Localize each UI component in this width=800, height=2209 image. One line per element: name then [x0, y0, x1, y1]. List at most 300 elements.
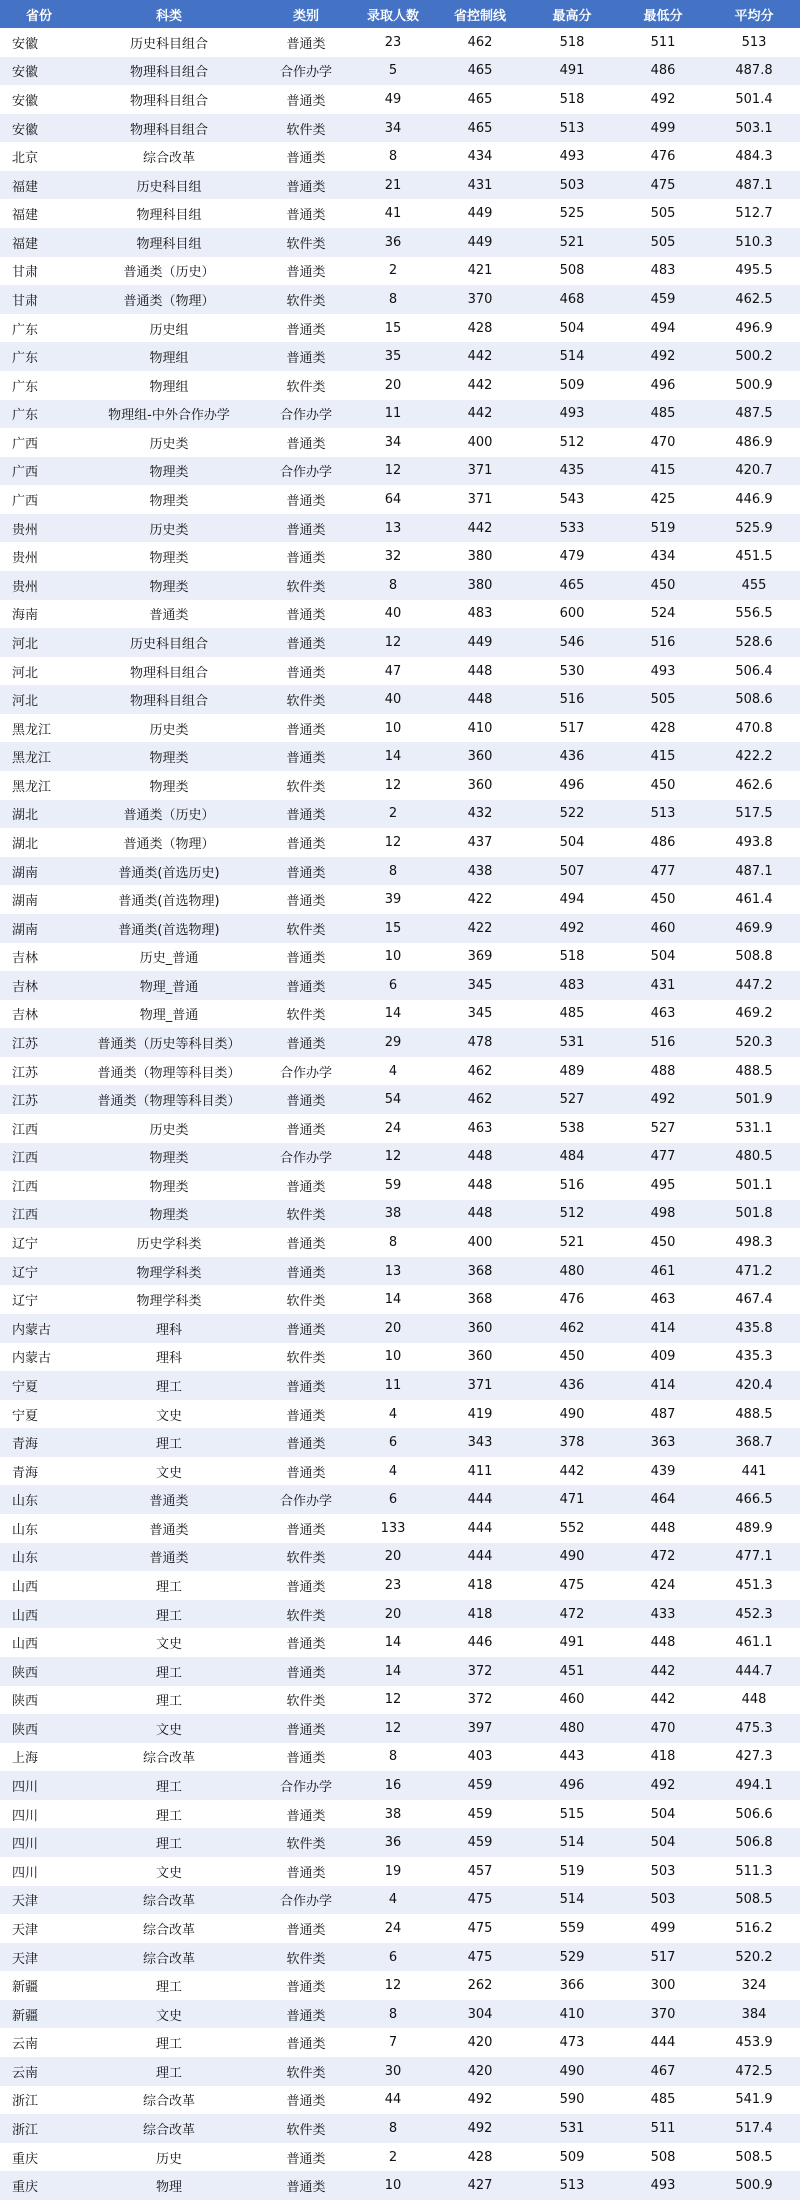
cell-admitted-count: 19: [384, 1863, 402, 1879]
cell-max-score: 480: [559, 1263, 585, 1279]
table-row: [0, 114, 800, 143]
cell-province: 江苏: [12, 1094, 39, 1110]
cell-admitted-count: 133: [380, 1520, 406, 1536]
cell-avg-score: 501.4: [735, 91, 773, 107]
cell-min-score: 517: [650, 1949, 676, 1965]
cell-control-line: 475: [467, 1949, 493, 1965]
cell-avg-score: 501.8: [735, 1206, 773, 1222]
cell-category: 普通类: [286, 865, 326, 881]
cell-control-line: 371: [467, 492, 493, 508]
cell-control-line: 343: [467, 1435, 493, 1451]
cell-province: 吉林: [12, 979, 39, 995]
cell-subject: 物理学科类: [136, 1294, 202, 1310]
cell-avg-score: 484.3: [735, 149, 773, 165]
cell-avg-score: 513: [741, 34, 767, 50]
cell-category: 合作办学: [279, 1780, 332, 1796]
cell-avg-score: 506.4: [735, 663, 773, 679]
cell-min-score: 495: [650, 1177, 676, 1193]
cell-control-line: 442: [467, 520, 493, 536]
cell-max-score: 512: [559, 434, 585, 450]
cell-min-score: 503: [650, 1892, 676, 1908]
cell-subject: 历史类: [149, 522, 189, 538]
cell-admitted-count: 8: [388, 2006, 398, 2022]
cell-avg-score: 444.7: [735, 1663, 773, 1679]
cell-category: 普通类: [286, 1808, 326, 1824]
cell-min-score: 459: [650, 291, 676, 307]
cell-min-score: 477: [650, 1149, 676, 1165]
cell-subject: 普通类(首选历史): [118, 865, 220, 881]
cell-province: 辽宁: [12, 1237, 39, 1253]
cell-min-score: 513: [650, 806, 676, 822]
cell-max-score: 410: [559, 2006, 585, 2022]
cell-admitted-count: 38: [384, 1206, 402, 1222]
cell-subject: 历史科目组合: [129, 636, 208, 652]
cell-province: 江西: [12, 1151, 39, 1167]
cell-max-score: 494: [559, 892, 585, 908]
cell-min-score: 492: [650, 349, 676, 365]
header-min-score: 最低分: [643, 8, 683, 24]
cell-control-line: 403: [467, 1749, 493, 1765]
cell-province: 新疆: [12, 1980, 39, 1996]
cell-avg-score: 520.3: [735, 1035, 773, 1051]
cell-avg-score: 475.3: [735, 1720, 773, 1736]
cell-min-score: 504: [650, 949, 676, 965]
cell-admitted-count: 12: [384, 1692, 402, 1708]
cell-max-score: 538: [559, 1120, 585, 1136]
cell-avg-score: 556.5: [735, 606, 773, 622]
cell-max-score: 471: [559, 1492, 585, 1508]
cell-category: 普通类: [286, 608, 326, 624]
cell-avg-score: 451.3: [735, 1578, 773, 1593]
cell-subject: 历史组: [149, 322, 189, 338]
cell-avg-score: 488.5: [735, 1406, 773, 1422]
cell-min-score: 428: [650, 720, 676, 736]
cell-control-line: 400: [467, 434, 493, 450]
table-row: [0, 1943, 800, 1972]
cell-subject: 历史类: [149, 1122, 189, 1138]
cell-category: 普通类: [286, 1665, 326, 1681]
cell-subject: 普通类: [149, 1522, 189, 1538]
cell-max-score: 462: [559, 1320, 585, 1336]
cell-province: 海南: [12, 608, 39, 624]
cell-control-line: 462: [467, 1092, 493, 1108]
cell-province: 安徽: [12, 36, 39, 52]
cell-province: 广西: [12, 436, 39, 452]
cell-max-score: 552: [559, 1520, 585, 1536]
cell-category: 软件类: [286, 236, 326, 252]
cell-category: 普通类: [286, 322, 326, 338]
cell-min-score: 488: [650, 1063, 676, 1079]
cell-subject: 物理_普通: [139, 979, 199, 995]
cell-category: 软件类: [286, 2122, 326, 2138]
cell-avg-score: 498.3: [735, 1235, 773, 1251]
cell-control-line: 372: [467, 1663, 493, 1679]
cell-avg-score: 506.6: [735, 1806, 773, 1822]
cell-min-score: 477: [650, 863, 676, 879]
cell-province: 宁夏: [12, 1379, 39, 1395]
cell-province: 内蒙古: [12, 1351, 52, 1367]
cell-admitted-count: 16: [384, 1778, 402, 1794]
cell-province: 吉林: [12, 951, 39, 967]
table-row: [0, 800, 800, 829]
cell-avg-score: 368.7: [735, 1435, 773, 1451]
cell-admitted-count: 8: [388, 1235, 398, 1251]
cell-subject: 理科: [155, 1322, 182, 1338]
cell-province: 安徽: [12, 93, 39, 109]
cell-category: 软件类: [286, 2065, 326, 2081]
cell-min-score: 425: [650, 492, 676, 508]
cell-category: 软件类: [286, 694, 326, 710]
cell-max-score: 530: [559, 663, 585, 679]
cell-subject: 理工: [155, 2037, 182, 2053]
table-row: [0, 285, 800, 314]
cell-category: 普通类: [286, 151, 326, 167]
table-row: [0, 1257, 800, 1286]
cell-max-score: 476: [559, 1292, 585, 1308]
cell-avg-score: 501.1: [735, 1177, 773, 1193]
cell-min-score: 511: [650, 2120, 676, 2136]
cell-control-line: 400: [467, 1235, 493, 1251]
cell-avg-score: 427.3: [735, 1749, 773, 1765]
cell-min-score: 493: [650, 2178, 676, 2194]
cell-category: 普通类: [286, 1037, 326, 1053]
table-row: [0, 714, 800, 743]
cell-min-score: 498: [650, 1206, 676, 1222]
cell-province: 云南: [12, 2037, 39, 2053]
cell-admitted-count: 6: [388, 1492, 398, 1508]
cell-admitted-count: 10: [384, 2178, 402, 2194]
cell-subject: 历史_普通: [139, 951, 199, 967]
table-row: [0, 485, 800, 514]
cell-avg-score: 452.3: [735, 1606, 773, 1622]
cell-min-score: 503: [650, 1863, 676, 1879]
cell-province: 四川: [12, 1837, 39, 1853]
cell-province: 江苏: [12, 1065, 39, 1081]
cell-min-score: 442: [650, 1692, 676, 1708]
cell-avg-score: 508.8: [735, 949, 773, 965]
cell-category: 软件类: [286, 922, 326, 938]
cell-control-line: 370: [467, 291, 493, 307]
cell-control-line: 442: [467, 349, 493, 365]
cell-control-line: 345: [467, 977, 493, 993]
table-row: [0, 1371, 800, 1400]
cell-province: 山东: [12, 1522, 39, 1538]
cell-max-score: 436: [559, 749, 585, 765]
cell-category: 普通类: [286, 1980, 326, 1996]
cell-category: 软件类: [286, 1608, 326, 1624]
cell-max-score: 493: [559, 149, 585, 165]
table-row: [0, 428, 800, 457]
cell-category: 普通类: [286, 808, 326, 824]
cell-min-score: 499: [650, 1920, 676, 1936]
cell-subject: 历史学科类: [136, 1237, 202, 1253]
cell-control-line: 428: [467, 2149, 493, 2165]
cell-min-score: 464: [650, 1492, 676, 1508]
cell-province: 广西: [12, 465, 39, 481]
table-row: [0, 971, 800, 1000]
cell-avg-score: 541.9: [735, 2092, 773, 2108]
cell-max-score: 514: [559, 1892, 585, 1908]
table-row: [0, 857, 800, 886]
cell-min-score: 504: [650, 1835, 676, 1851]
cell-min-score: 499: [650, 120, 676, 136]
cell-avg-score: 453.9: [735, 2035, 773, 2051]
table-row: [0, 2114, 800, 2143]
cell-subject: 物理类: [149, 1208, 189, 1224]
cell-category: 软件类: [286, 1694, 326, 1710]
cell-admitted-count: 35: [384, 349, 402, 365]
cell-admitted-count: 12: [384, 634, 402, 650]
cell-max-score: 522: [559, 806, 585, 822]
cell-max-score: 479: [559, 549, 585, 565]
cell-max-score: 451: [559, 1663, 585, 1679]
cell-subject: 理工: [155, 2065, 182, 2081]
cell-admitted-count: 15: [384, 920, 402, 936]
cell-province: 青海: [12, 1465, 39, 1481]
cell-category: 普通类: [286, 2151, 326, 2167]
table-row: [0, 2086, 800, 2115]
cell-subject: 理工: [155, 1608, 182, 1624]
cell-control-line: 448: [467, 663, 493, 679]
cell-category: 普通类: [286, 522, 326, 538]
cell-min-score: 496: [650, 377, 676, 393]
cell-admitted-count: 4: [388, 1892, 398, 1908]
cell-subject: 普通类(首选物理): [118, 894, 220, 910]
cell-control-line: 478: [467, 1035, 493, 1051]
cell-admitted-count: 12: [384, 1978, 402, 1994]
cell-subject: 物理科目组合: [129, 665, 208, 681]
cell-province: 福建: [12, 208, 39, 224]
cell-min-score: 493: [650, 663, 676, 679]
cell-avg-score: 384: [741, 2006, 767, 2022]
cell-max-score: 496: [559, 1778, 585, 1794]
cell-control-line: 419: [467, 1406, 493, 1422]
table-row: [0, 1686, 800, 1715]
cell-category: 普通类: [286, 1865, 326, 1881]
cell-subject: 综合改革: [142, 1922, 195, 1938]
cell-control-line: 368: [467, 1263, 493, 1279]
cell-province: 辽宁: [12, 1265, 39, 1281]
cell-control-line: 360: [467, 777, 493, 793]
table-row: [0, 1114, 800, 1143]
cell-province: 北京: [12, 151, 39, 167]
cell-max-score: 490: [559, 2063, 585, 2079]
cell-control-line: 449: [467, 206, 493, 222]
cell-subject: 物理类: [149, 751, 189, 767]
cell-control-line: 442: [467, 377, 493, 393]
cell-avg-score: 511.3: [735, 1863, 773, 1879]
cell-province: 青海: [12, 1437, 39, 1453]
cell-avg-score: 508.5: [735, 1892, 773, 1908]
cell-subject: 文史: [155, 2008, 182, 2024]
cell-min-score: 475: [650, 177, 676, 193]
cell-control-line: 449: [467, 234, 493, 250]
cell-category: 普通类: [286, 208, 326, 224]
cell-control-line: 465: [467, 63, 493, 79]
cell-admitted-count: 8: [388, 577, 398, 593]
cell-avg-score: 447.2: [735, 977, 773, 993]
table-row: [0, 1343, 800, 1372]
cell-subject: 文史: [155, 1722, 182, 1738]
cell-province: 河北: [12, 694, 39, 710]
cell-subject: 普通类（物理等科目类）: [97, 1094, 241, 1110]
cell-subject: 历史: [155, 2151, 182, 2167]
cell-avg-score: 420.7: [735, 463, 773, 479]
cell-avg-score: 461.1: [735, 1635, 773, 1651]
cell-province: 贵州: [12, 522, 39, 538]
cell-subject: 物理科目组合: [129, 93, 208, 109]
cell-avg-score: 471.2: [735, 1263, 773, 1279]
header-subject: 科类: [155, 8, 182, 24]
table-row: [0, 914, 800, 943]
cell-subject: 理工: [155, 1980, 182, 1996]
cell-category: 普通类: [286, 2094, 326, 2110]
cell-max-score: 525: [559, 206, 585, 222]
cell-province: 湖南: [12, 894, 39, 910]
cell-province: 广东: [12, 351, 39, 367]
cell-max-score: 507: [559, 863, 585, 879]
cell-category: 软件类: [286, 1551, 326, 1567]
cell-avg-score: 510.3: [735, 234, 773, 250]
cell-min-score: 504: [650, 1806, 676, 1822]
cell-admitted-count: 21: [384, 177, 402, 193]
cell-admitted-count: 8: [388, 2120, 398, 2136]
cell-max-score: 483: [559, 977, 585, 993]
cell-admitted-count: 12: [384, 1720, 402, 1736]
table-row: [0, 85, 800, 114]
cell-control-line: 462: [467, 34, 493, 50]
cell-control-line: 475: [467, 1892, 493, 1908]
cell-subject: 理工: [155, 1694, 182, 1710]
cell-max-score: 491: [559, 63, 585, 79]
cell-min-score: 463: [650, 1292, 676, 1308]
cell-min-score: 431: [650, 977, 676, 993]
cell-min-score: 527: [650, 1120, 676, 1136]
cell-min-score: 424: [650, 1578, 676, 1593]
cell-category: 普通类: [286, 1722, 326, 1738]
cell-admitted-count: 40: [384, 692, 402, 708]
table-body: [0, 28, 800, 2200]
table-row: [0, 1314, 800, 1343]
cell-province: 广西: [12, 494, 39, 510]
cell-category: 普通类: [286, 722, 326, 738]
cell-min-score: 409: [650, 1349, 676, 1365]
cell-avg-score: 500.2: [735, 349, 773, 365]
cell-avg-score: 487.8: [735, 63, 773, 79]
cell-control-line: 434: [467, 149, 493, 165]
cell-max-score: 475: [559, 1578, 585, 1593]
cell-admitted-count: 54: [384, 1092, 402, 1108]
header-row: [0, 0, 800, 28]
cell-subject: 物理组: [149, 351, 189, 367]
cell-admitted-count: 12: [384, 1149, 402, 1165]
cell-subject: 综合改革: [142, 1951, 195, 1967]
cell-category: 普通类: [286, 351, 326, 367]
cell-control-line: 492: [467, 2092, 493, 2108]
cell-max-score: 465: [559, 577, 585, 593]
cell-control-line: 422: [467, 920, 493, 936]
cell-subject: 理工: [155, 1665, 182, 1681]
cell-control-line: 483: [467, 606, 493, 622]
cell-control-line: 369: [467, 949, 493, 965]
cell-admitted-count: 20: [384, 1320, 402, 1336]
cell-admitted-count: 64: [384, 492, 402, 508]
cell-admitted-count: 10: [384, 949, 402, 965]
cell-category: 普通类: [286, 979, 326, 995]
cell-category: 软件类: [286, 779, 326, 795]
cell-min-score: 505: [650, 692, 676, 708]
cell-control-line: 422: [467, 892, 493, 908]
table-row: [0, 628, 800, 657]
cell-min-score: 460: [650, 920, 676, 936]
cell-category: 普通类: [286, 551, 326, 567]
cell-avg-score: 517.5: [735, 806, 773, 822]
cell-max-score: 509: [559, 377, 585, 393]
cell-avg-score: 469.9: [735, 920, 773, 936]
cell-min-score: 418: [650, 1749, 676, 1765]
cell-admitted-count: 14: [384, 1006, 402, 1022]
cell-admitted-count: 38: [384, 1806, 402, 1822]
cell-avg-score: 500.9: [735, 377, 773, 393]
table-row: [0, 1971, 800, 2000]
cell-min-score: 516: [650, 1035, 676, 1051]
cell-province: 浙江: [12, 2094, 39, 2110]
cell-admitted-count: 14: [384, 1635, 402, 1651]
cell-admitted-count: 36: [384, 1835, 402, 1851]
cell-avg-score: 506.8: [735, 1835, 773, 1851]
cell-avg-score: 516.2: [735, 1920, 773, 1936]
table-row: [0, 171, 800, 200]
cell-max-score: 490: [559, 1406, 585, 1422]
cell-avg-score: 488.5: [735, 1063, 773, 1079]
cell-min-score: 485: [650, 406, 676, 422]
cell-max-score: 517: [559, 720, 585, 736]
cell-category: 普通类: [286, 1522, 326, 1538]
cell-subject: 综合改革: [142, 2122, 195, 2138]
cell-province: 山西: [12, 1580, 39, 1595]
cell-min-score: 487: [650, 1406, 676, 1422]
cell-subject: 综合改革: [142, 2094, 195, 2110]
cell-province: 江西: [12, 1122, 39, 1138]
cell-avg-score: 531.1: [735, 1120, 773, 1136]
cell-max-score: 514: [559, 349, 585, 365]
cell-category: 合作办学: [279, 408, 332, 424]
cell-province: 上海: [12, 1751, 39, 1767]
cell-category: 普通类: [286, 1580, 326, 1595]
cell-admitted-count: 12: [384, 463, 402, 479]
cell-avg-score: 489.9: [735, 1520, 773, 1536]
cell-subject: 理工: [155, 1379, 182, 1395]
cell-admitted-count: 39: [384, 892, 402, 908]
cell-max-score: 468: [559, 291, 585, 307]
cell-admitted-count: 11: [384, 1377, 402, 1393]
cell-min-score: 486: [650, 834, 676, 850]
cell-admitted-count: 14: [384, 1663, 402, 1679]
cell-admitted-count: 15: [384, 320, 402, 336]
cell-control-line: 428: [467, 320, 493, 336]
cell-admitted-count: 44: [384, 2092, 402, 2108]
cell-category: 软件类: [286, 1951, 326, 1967]
table-row: [0, 657, 800, 686]
cell-avg-score: 435.8: [735, 1320, 773, 1336]
cell-province: 天津: [12, 1951, 39, 1967]
header-province: 省份: [25, 8, 52, 24]
cell-avg-score: 487.5: [735, 406, 773, 422]
cell-category: 软件类: [286, 293, 326, 309]
cell-province: 安徽: [12, 65, 39, 81]
cell-control-line: 459: [467, 1778, 493, 1794]
table-row: [0, 142, 800, 171]
